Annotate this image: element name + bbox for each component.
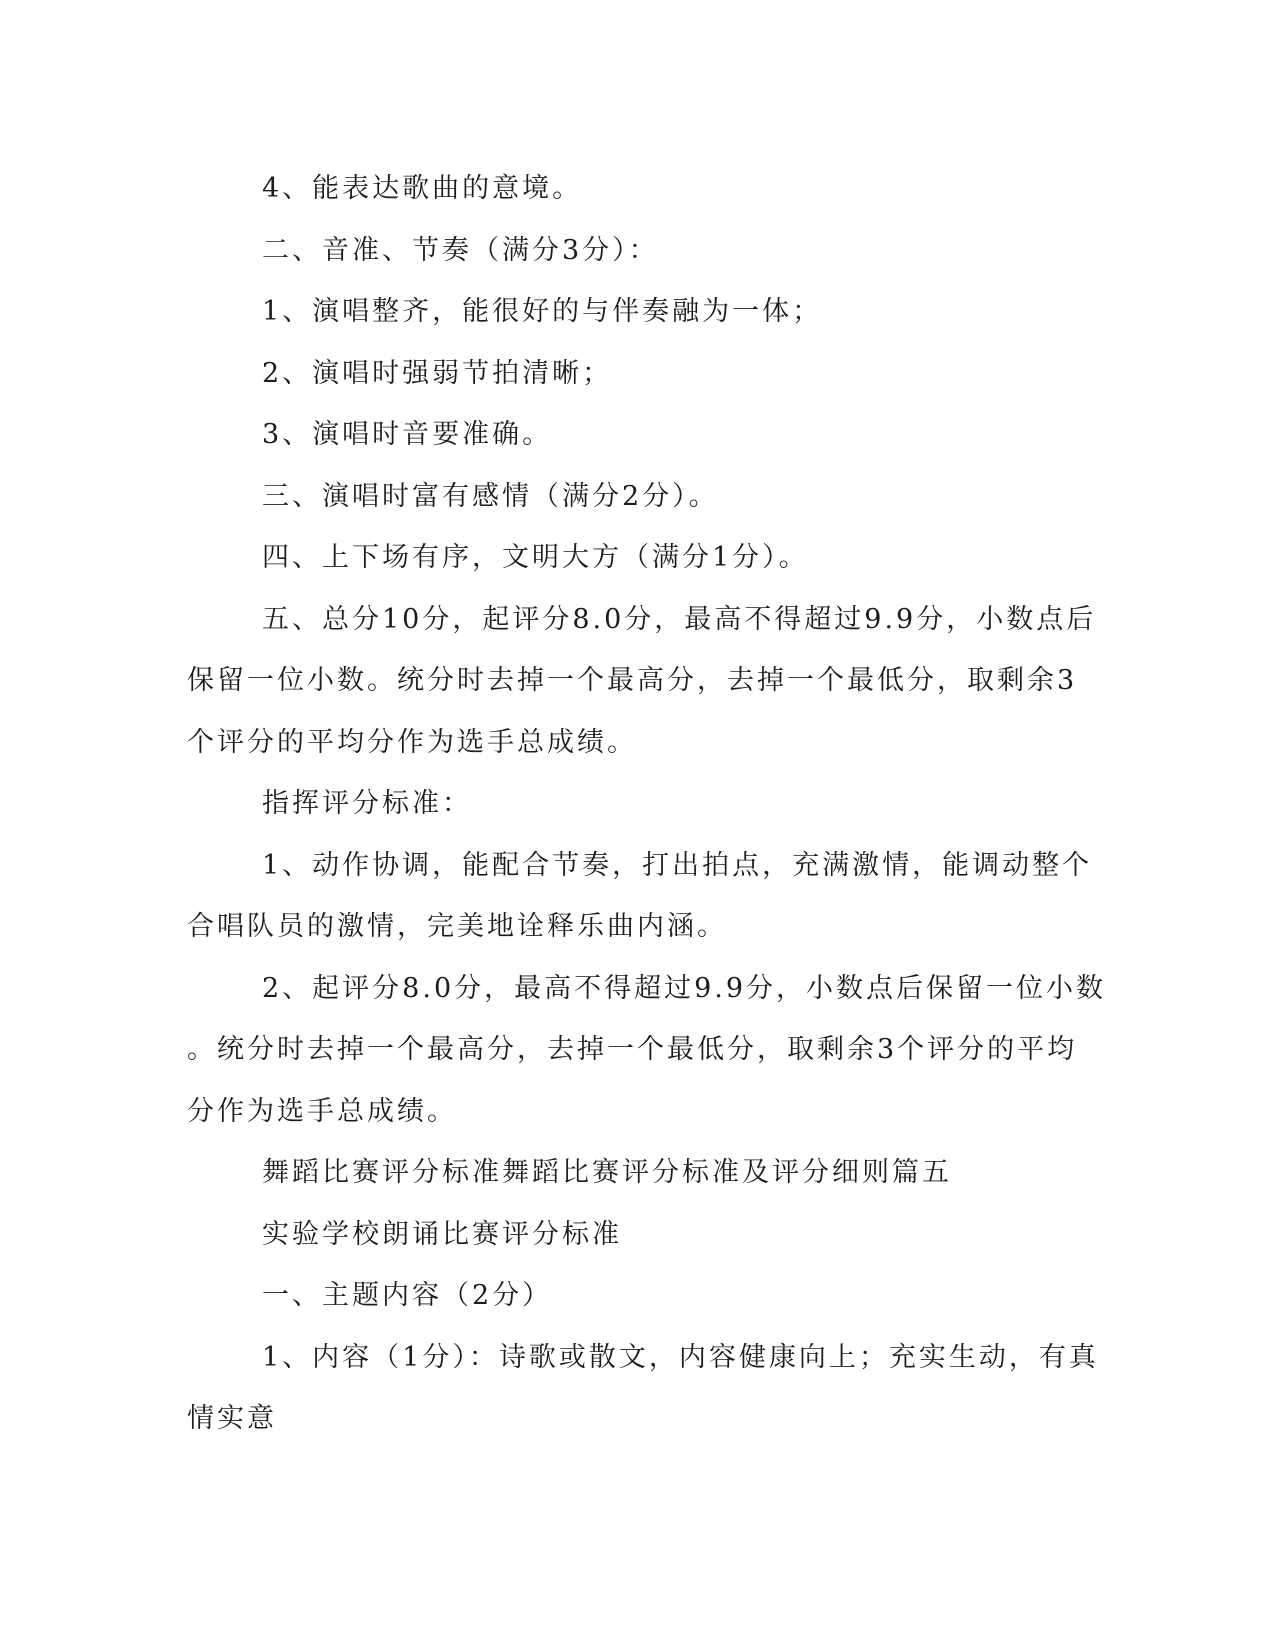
section-heading-pitch-rhythm: 二、音准、节奏（满分3分）： [262,234,659,266]
paragraph-line: 保留一位小数。统分时去掉一个最高分，去掉一个最低分，取剩余3 [187,665,1078,696]
section-total-score [187,589,1097,774]
section-heading-theme-content: 一、主题内容（2分） [262,1280,553,1311]
paragraph-line: 五、总分10分，起评分8.0分，最高不得超过9.9分，小数点后 [262,603,1097,635]
paragraph-line: 合唱队员的激情，完美地诠释乐曲内涵。 [187,911,727,942]
paragraph-line: 个评分的平均分作为选手总成绩。 [187,726,637,758]
paragraph-line: 2、起评分8.0分，最高不得超过9.9分，小数点后保留一位小数 [262,972,1107,1004]
conductor-criteria-heading: 指挥评分标准： [262,788,472,819]
paragraph-line: 情实意 [187,1403,277,1434]
section-heading-stage-manners: 四、上下场有序，文明大方（满分1分）。 [262,542,809,573]
paragraph-item-3: 3、演唱时音要准确。 [262,419,553,450]
dance-criteria-heading: 舞蹈比赛评分标准舞蹈比赛评分标准及评分细则篇五 [262,1157,952,1188]
paragraph-item-2: 2、演唱时强弱节拍清晰； [262,357,613,389]
paragraph-item-1: 1、演唱整齐，能很好的与伴奏融为一体； [262,296,823,327]
paragraph-line: 。统分时去掉一个最高分，去掉一个最低分，取剩余3个评分的平均 [187,1034,1078,1065]
paragraph-line: 1、内容（1分）：诗歌或散文，内容健康向上；充实生动，有真 [262,1341,1099,1373]
paragraph-line: 1、动作协调，能配合节奏，打出拍点，充满激情，能调动整个 [262,849,1093,881]
section-heading-emotion: 三、演唱时富有感情（满分2分）。 [262,480,719,512]
document-body [187,158,1107,1450]
paragraph-item-4: 4、能表达歌曲的意境。 [262,173,583,204]
recitation-criteria-title: 实验学校朗诵比赛评分标准 [262,1218,622,1250]
conductor-item-2 [187,958,1107,1143]
paragraph-line: 分作为选手总成绩。 [187,1095,457,1127]
content-item-1 [187,1327,1099,1450]
conductor-item-1 [187,835,1093,958]
